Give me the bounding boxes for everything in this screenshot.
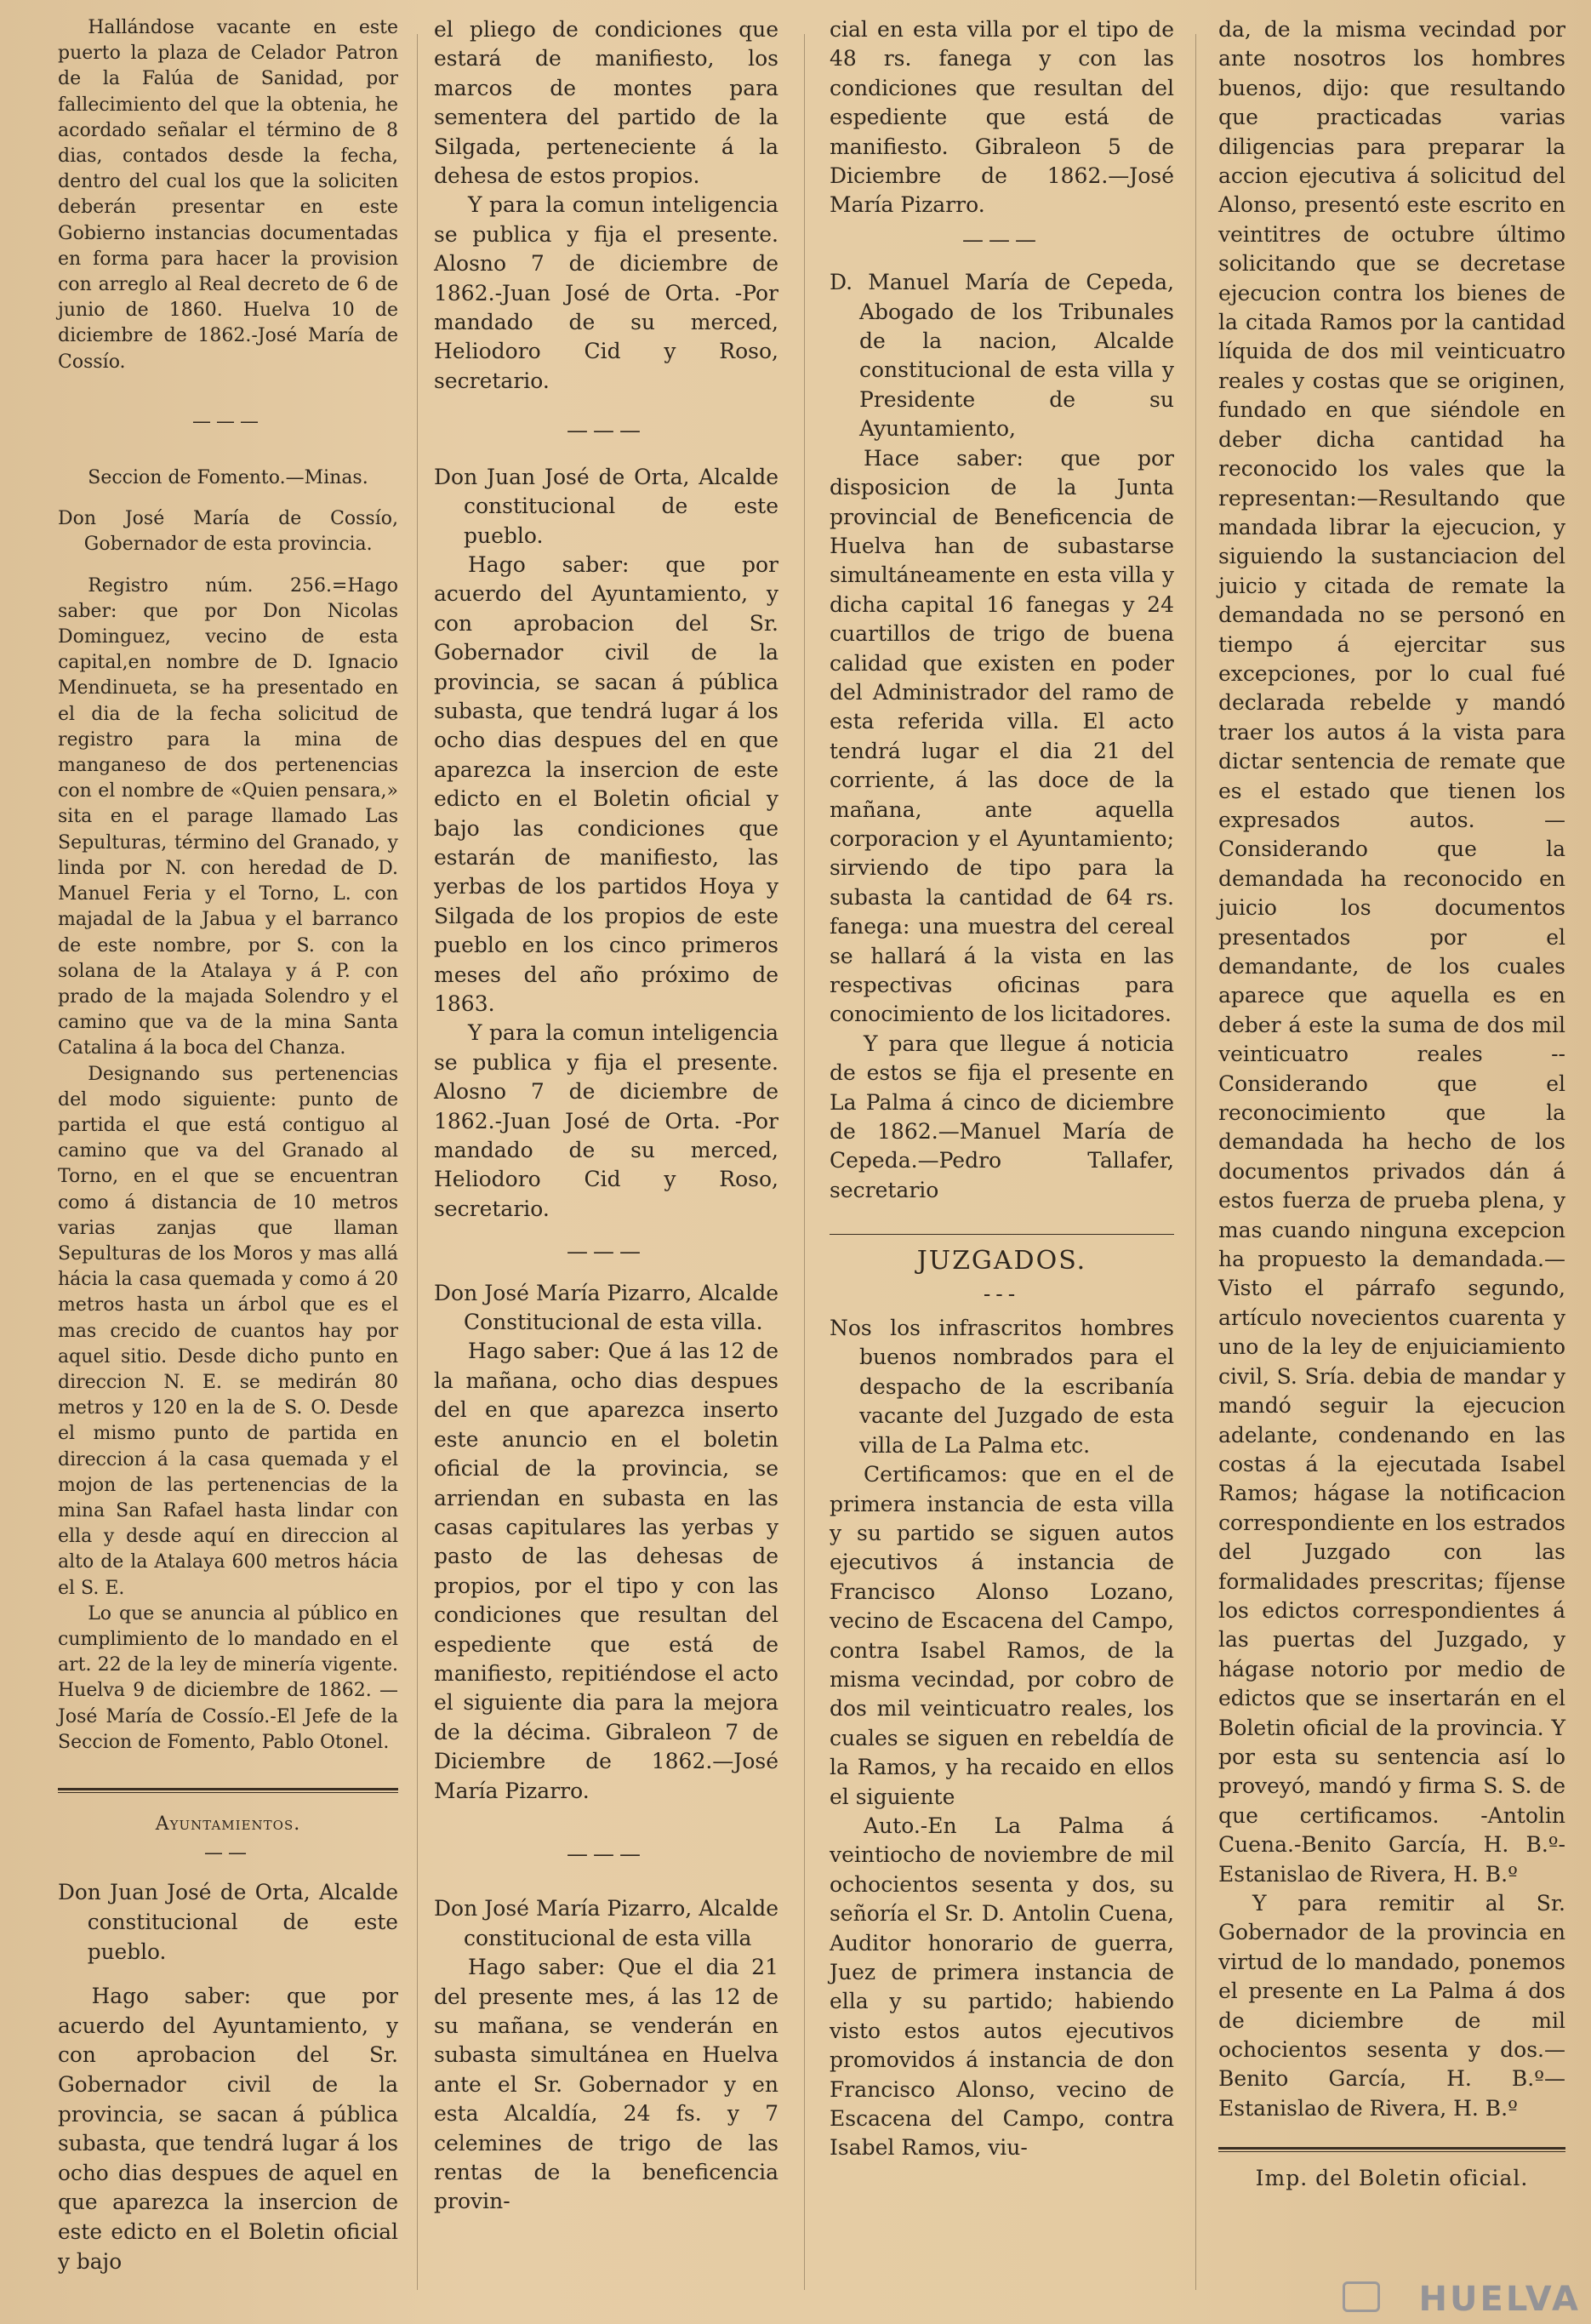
column-divider <box>417 34 418 2290</box>
column-divider <box>1195 34 1196 2290</box>
separator-dash: ——— <box>567 1841 646 1866</box>
cepeda-heading: D. Manuel María de Cepeda, Abogado de los Tribunales de la nacion, Alcalde constitucional de esta villa y Presidente de su Ayuntamiento, <box>830 270 1174 442</box>
remittance-paragraph: Y para remitir al Sr. Gobernador de la provincia en virtud de lo mandado, ponemos el presente en La Palma á dos de diciembre de mil ochocientos sesenta y dos.— Benito García, H. B.º—Estanislao de Rivera, H. B.º <box>1218 1891 1565 2121</box>
separator-dash: --- <box>983 1281 1021 1306</box>
auto-paragraph: Auto.-En La Palma á veintiocho de noviembre de mil ochocientos sesenta y dos, su señoría el Sr. D. Antolin Cuena, Auditor honorario de guerra, Juez de primera instancia de ella y su partido; habiendo visto estos autos ejecutivos promovidos á instancia de don Francisco Alonso, vecino de Escacena del Campo, contra Isabel Ramos, viu- <box>830 1813 1174 2161</box>
announcement-paragraph: Lo que se anuncia al público en cumplimiento de lo mandado en el art. 22 de la ley de minería vigente. Huelva 9 de diciembre de 1862. —José María de Cossío.-El Jefe de la Seccion de Fomento, Pablo Otonel. <box>58 1602 398 1753</box>
orta-notice-yerbas: Hago saber: que por acuerdo del Ayuntamiento, y con aprobacion del Sr. Gobernador civil de la provincia, se sacan á pública subasta, que tendrá lugar á los ocho dias despues del en que aparezca la insercion de este edicto en el Boletin oficial y bajo las condiciones que estarán de manifiesto, las yerbas de los partidos Hoya y Silgada de los propios de este pueblo en los cinco primeros meses del año próximo de 1863. <box>434 551 778 1016</box>
celador-notice: Hallándose vacante en este puerto la plaza de Celador Patron de la Falúa de Sanidad, por fallecimiento del que la obtenia, he acordado señalar el término de 8 dias, contados desde la fecha, dentro del cual los que la soliciten deberán presentar en este Gobierno instancias documentadas en forma para hacer la provision con arreglo al Real decreto de 6 de junio de 1860. Huelva 10 de diciembre de 1862.-José María de Cossío. <box>58 17 398 373</box>
footer-rule <box>1218 2147 1565 2152</box>
column-3 <box>830 15 1174 2307</box>
publication-paragraph-1: Y para la comun inteligencia se publica y fija el presente. Alosno 7 de diciembre de 1862.-Juan José de Orta. -Por mandado de su merced, Heliodoro Cid y Roso, secretario. <box>434 192 778 393</box>
column-divider <box>804 34 805 2290</box>
sentence-paragraph: da, de la misma vecindad por ante nosotros los hombres buenos, dijo: que resultando que practicadas varias diligencias para preparar la accion ejecutiva á solicitud del Alonso, presentó este escrito en veintitres de octubre último solicitando que se decretase ejecucion contra los bienes de la citada Ramos por la cantidad líquida de dos mil veinticuatro reales y costas que se originen, fundado en que siéndole en deber dicha cantidad ha reconocido los vales que la representan:—Resultando que mandada librar la ejecucion, y siguiendo la sustanciacion del juicio y citada de remate la demandada no se personó en tiempo á ejercitar sus excepciones, por lo cual fué declarada rebelde y mandó traer los autos á la vista para dictar sentencia de remate que es el estado que tienen los expresados autos. —Considerando que la demandada ha reconocido en juicio los documentos presentados por el demandante, de los cuales aparece que aquella es en deber á este la suma de dos mil veinticuatro reales -- Considerando que el reconocimiento que la demandada ha hecho de los documentos privados dán á estos fuerza de prueba plena, y mas cuando ninguna excepcion ha propuesto la demandada.—Visto el párrafo segundo, artículo novecientos cuarenta y uno de la ley de enjuiciamiento civil, S. Sría. debia de mandar y mandó seguir la ejecucion adelante, condenando en las costas á la ejecutada Isabel Ramos; hágase la notificacion correspondiente en los estrados del Juzgado con las formalidades prescritas; fíjense los edictos correspondientes á las puertas del Juzgado, y hágase notorio por medio de edictos que se insertarán en el Boletin oficial de la provincia. Y por esta su sentencia así lo proveyó, mandó y firma S. S. de que certificamos. -Antolin Cuena.-Benito García, H. B.º-Estanislao de Rivera, H. B.º <box>1218 17 1565 1887</box>
designation-paragraph: Designando sus pertenencias del modo siguiente: punto de partida el que está contiguo al camino que va del Granado al Torno, en el que se encuentran como á distancia de 10 metros varias zanjas que llaman Sepulturas de los Moros y mas allá hácia la casa quemada y como á 20 metros hasta un árbol que es el mas crecido de cuantos hay por aquel sitio. Desde dicho punto en direccion N. E. se medirán 80 metros y 120 en la de S. O. Desde el mismo punto de partida en direccion á la casa quemada y el mojon de las pertenencias de la mina San Rafael hasta lindar con ella y desde aquí en direccion al alto de la Atalaya 600 metros hácia el S. E. <box>58 1063 398 1599</box>
pliego-paragraph: el pliego de condiciones que estará de manifiesto, los marcos de montes para sementera del partido de la Silgada, perteneciente á la dehesa de estos propios. <box>434 17 778 189</box>
separator-dash: ——— <box>567 418 646 443</box>
orta-heading-2: Don Juan José de Orta, Alcalde constitucional de este pueblo. <box>434 464 778 548</box>
separator-dash: ——— <box>192 410 264 432</box>
separator-dash: —— <box>204 1842 252 1864</box>
section-rule <box>830 1234 1174 1235</box>
mining-registry-notice: Registro núm. 256.=Hago saber: que por Don Nicolas Dominguez, vecino de esta capital,en nombre de D. Ignacio Mendinueta, se ha presentado en el dia de la fecha solicitud de registro para la mina de manganeso de dos pertenencias con el nombre de «Quien pensara,» sita en el parage llamado Las Sepulturas, término del Granado, y linda por N. con heredad de D. Manuel Feria y el Torno, L. con majadal de la Jabua y el barranco de este nombre, por S. con la solana de la Atalaya y á P. con prado de la majada Solendro y el camino que va de la mina Santa Catalina á la boca del Chanza. <box>58 574 398 1059</box>
cial-paragraph: cial en esta villa por el tipo de 48 rs. fanega y con las condiciones que resultan del espediente que está de manifiesto. Gibraleon 5 de Diciembre de 1862.—José María Pizarro. <box>830 17 1174 218</box>
column-1 <box>58 15 398 2307</box>
publication-paragraph-2: Y para la comun inteligencia se publica y fija el presente. Alosno 7 de diciembre de 1862.-Juan José de Orta. -Por mandado de su merced, Heliodoro Cid y Roso, secretario. <box>434 1020 778 1221</box>
archive-logo-icon <box>1343 2281 1380 2312</box>
section-heading-fomento: Seccion de Fomento.—Minas. <box>88 467 368 489</box>
section-heading-juzgados: JUZGADOS. <box>916 1246 1087 1276</box>
pizarro-heading-2: Don José María Pizarro, Alcalde constitucional de esta villa <box>434 1896 778 1950</box>
pizarro-notice: Hago saber: Que á las 12 de la mañana, ocho dias despues del en que aparezca inserto este anuncio en el boletin oficial de la provincia, se arriendan en subasta en las casas capitulares las yerbas y pasto de las dehesas de propios, por el tipo y con las condiciones que resultan del espediente que está de manifiesto, repitiéndose el acto el siguiente dia para la mejora de la décima. Gibraleon 7 de Diciembre de 1862.—José María Pizarro. <box>434 1339 778 1803</box>
separator-dash: ——— <box>567 1239 646 1265</box>
cepeda-closing: Y para que llegue á noticia de estos se fija el presente en La Palma á cinco de diciembre de 1862.—Manuel María de Cepeda.—Pedro Tallafer, secretario <box>830 1031 1174 1202</box>
section-rule <box>58 1788 398 1793</box>
separator-dash: ——— <box>962 226 1041 252</box>
printer-footer: Imp. del Boletin oficial. <box>1255 2166 1529 2191</box>
certification-paragraph: Certificamos: que en el de primera instancia de esta villa y su partido se siguen autos ejecutivos á instancia de Francisco Alonso Lozano, vecino de Escacena del Campo, contra Isabel Ramos, de la misma vecindad, por cobro de dos mil veinticuatro reales, los cuales se siguen en rebeldía de la Ramos, y ha recaido en ellos el siguiente <box>830 1462 1174 1809</box>
section-heading-ayuntamientos: Ayuntamientos. <box>155 1813 301 1835</box>
pizarro-notice-2: Hago saber: Que el dia 21 del presente mes, á las 12 de su mañana, se venderán en subasta simultánea en Huelva ante el Sr. Gobernador y en esta Alcaldía, 24 fs. y 7 celemines de trigo de las rentas de la beneficencia provin- <box>434 1955 778 2214</box>
orta-notice-start: Hago saber: que por acuerdo del Ayuntamiento, y con aprobacion del Sr. Gobernador civil de la provincia, se sacan á pública subasta, que tendrá lugar á los ocho dias despues de aquel en que aparezca la insercion de este edicto en el Boletin oficial y bajo <box>58 1984 398 2274</box>
nos-heading: Nos los infrascritos hombres buenos nombrados para el despacho de la escribanía vacante del Juzgado de esta villa de La Palma etc. <box>830 1316 1174 1458</box>
orta-heading: Don Juan José de Orta, Alcalde constitucional de este pueblo. <box>58 1880 398 1964</box>
column-4 <box>1218 15 1565 2307</box>
column-2 <box>434 15 778 2307</box>
archive-watermark: HUELVA <box>1418 2280 1581 2319</box>
cepeda-notice: Hace saber: que por disposicion de la Junta provincial de Beneficencia de Huelva han de subastarse simultáneamente en esta villa y dicha capital 16 fanegas y 24 cuartillos de trigo de buena calidad que existen en poder del Administrador del ramo de esta referida villa. El acto tendrá lugar el dia 21 del corriente, á las doce de la mañana, ante aquella corporacion y el Ayuntamiento; sirviendo de tipo para la subasta la cantidad de 64 rs. fanega: una muestra del cereal se hallará á la vista en las respectivas oficinas para conocimiento de los licitadores. <box>830 445 1174 1027</box>
governor-heading: Don José María de Cossío, Gobernador de esta provincia. <box>58 508 398 556</box>
pizarro-heading: Don José María Pizarro, Alcalde Constitucional de esta villa. <box>434 1280 778 1335</box>
